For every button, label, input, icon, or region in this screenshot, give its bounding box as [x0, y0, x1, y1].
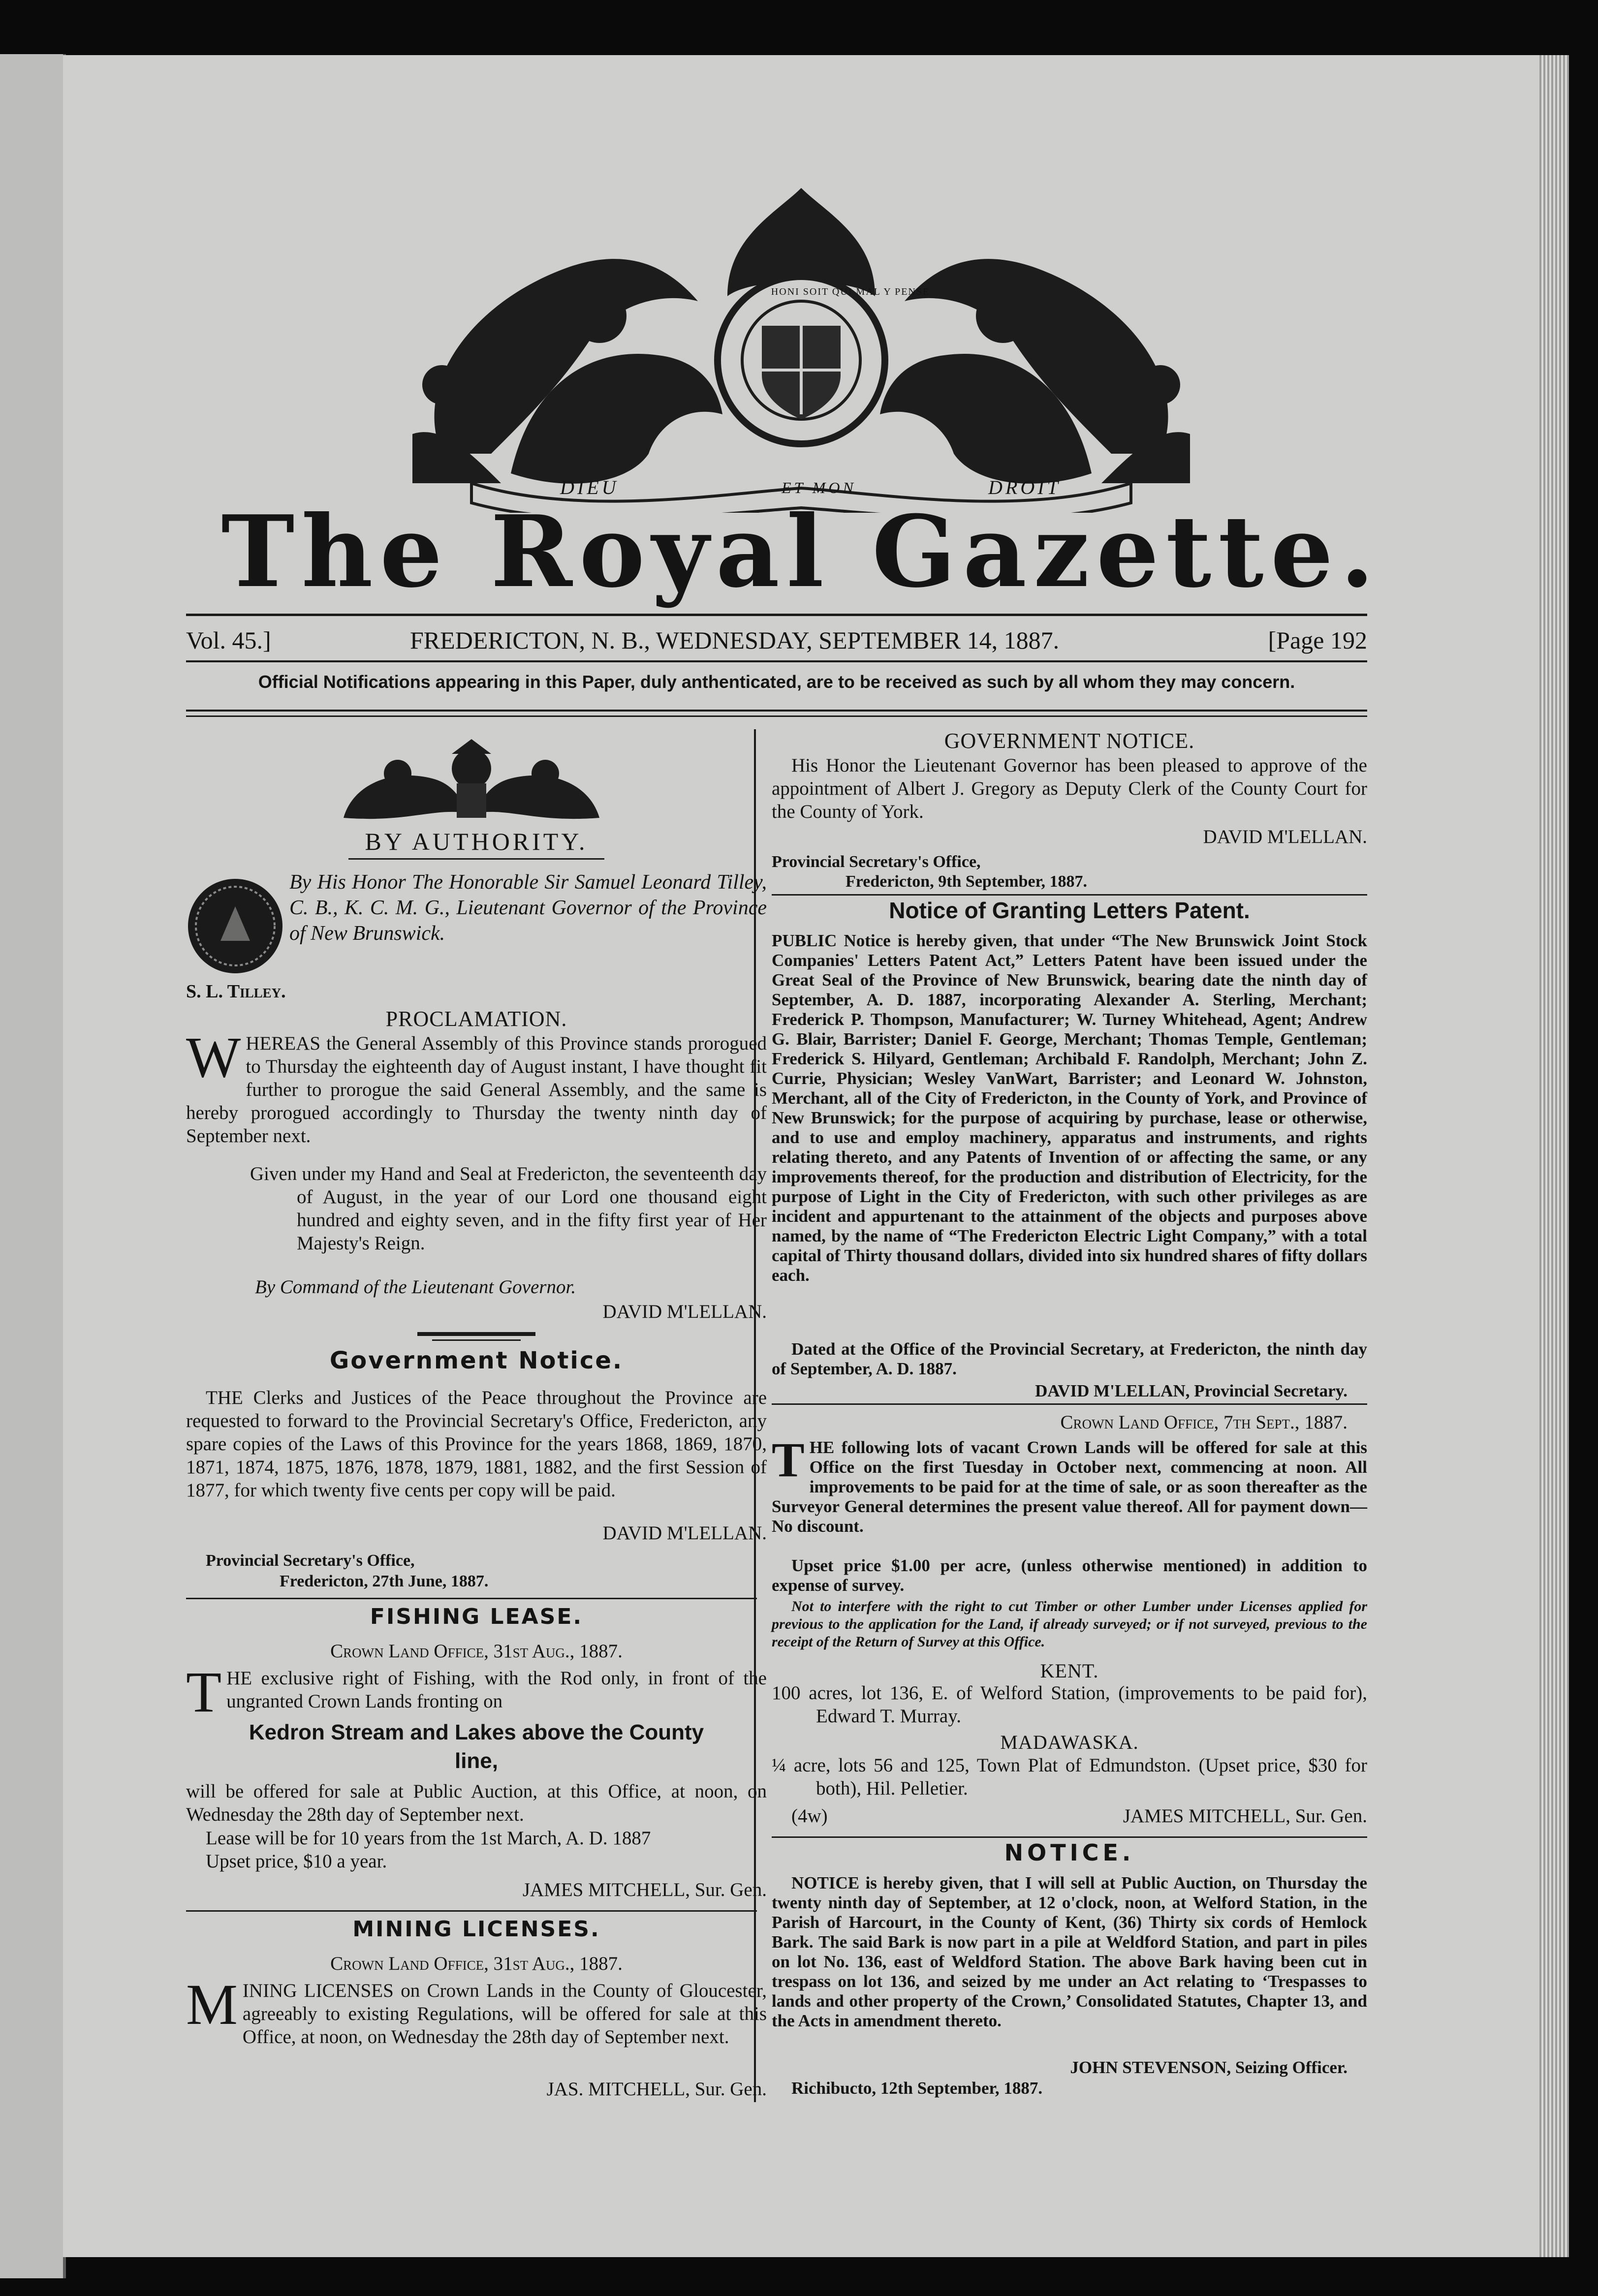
rule-middle: [186, 660, 1367, 662]
notice-body: NOTICE is hereby given, that I will sell at Public Auction, on Thursday the twenty ninth day of September, at 12 o'clock, noon, at Welford Station, in the Parish of Harcourt, in the County of Kent, (36) Thirty six cords of Hemlock Bark. The said Bark is now part in a pile at Weldford Station, and part in piles on lot No. 136, east of Weldford Station. The above Bark having been cut in trespass on lot 136, and seized by me under an Act relating to ‘Trespasses to lands and other property of the Crown,’ Consolidated Statutes, Chapter 13, and the Acts in amendment thereto.: [772, 1873, 1367, 2030]
royal-coat-of-arms-icon: [383, 178, 1220, 513]
masthead-title: The Royal Gazette.: [221, 494, 1381, 610]
rule-double-1: [186, 710, 1367, 712]
section-rule-crown-land: [772, 1403, 1367, 1405]
provincial-secretary-office-1: Provincial Secretary's Office,: [206, 1551, 415, 1570]
mining-licenses-heading: MINING LICENSES.: [352, 1917, 600, 1942]
page-number: [Page 192: [1268, 626, 1367, 654]
james-mitchell-signature-2: JAMES MITCHELL, Sur. Gen.: [1123, 1805, 1367, 1827]
fishing-lease-heading: FISHING LEASE.: [370, 1604, 583, 1629]
mining-crown-land-office: Crown Land Office, 31st Aug., 1887.: [330, 1953, 623, 1974]
david-mlellan-signature-2: DAVID M'LELLAN.: [602, 1522, 767, 1544]
crown-land-timber-clause: Not to interfere with the right to cut Timber or other Lumber under Licenses applied for previous to the application for the Land, if already surveyed; or if not surveyed, previous to the receipt of the Return of Survey at this Office.: [772, 1598, 1367, 1650]
fishing-upset-price: Upset price, $10 a year.: [206, 1851, 387, 1872]
madawaska-lot: ¼ acre, lots 56 and 125, Town Plat of Edmundston. (Upset price, $30 for both), Hil. Pelletier.: [772, 1755, 1367, 1799]
crown-land-body: [772, 1432, 1367, 1536]
section-rule-fishing: [186, 1598, 757, 1599]
section-rule-patent: [772, 894, 1367, 896]
john-stevenson-signature: JOHN STEVENSON, Seizing Officer.: [1070, 2058, 1347, 2077]
kedron-stream-heading: Kedron Stream and Lakes above the County line,: [249, 1720, 704, 1773]
notice-heading: NOTICE.: [1004, 1839, 1135, 1866]
provincial-secretary-date-2: Fredericton, 9th September, 1887.: [846, 872, 1088, 891]
fishing-text: HE exclusive right of Fishing, with the Rod only, in front of the ungranted Crown Lands fronting on: [226, 1668, 767, 1712]
ornamental-rule-1: [417, 1332, 535, 1336]
fishing-dropcap: T: [186, 1660, 222, 1724]
crown-land-dropcap: T: [772, 1432, 805, 1487]
proclamation-dropcap: W: [186, 1025, 241, 1089]
james-mitchell-signature-1: JAMES MITCHELL, Sur. Gen.: [522, 1879, 767, 1900]
fishing-lease-auction: will be offered for sale at Public Auction, at this Office, at noon, on Wednesday the 28th day of September next.: [186, 1781, 767, 1825]
david-mlellan-signature-1: DAVID M'LELLAN.: [602, 1301, 767, 1322]
given-under-text: Given under my Hand and Seal at Fredericton, the seventeenth day of August, in the year of our Lord one thousand eight hundred and eighty seven, and in the fifty first year of Her Majesty's Reign.: [250, 1163, 767, 1254]
section-rule-mining: [186, 1910, 757, 1912]
crown-land-office-sept: Crown Land Office, 7th Sept., 1887.: [1060, 1412, 1347, 1433]
fishing-lease-term: Lease will be for 10 years from the 1st March, A. D. 1887: [206, 1828, 651, 1849]
four-weeks-marker: (4w): [791, 1805, 828, 1827]
gazette-page: [63, 55, 1539, 2257]
by-his-honor-text: By His Honor The Honorable Sir Samuel Leonard Tilley, C. B., K. C. M. G., Lieutenant Governor of the Province of New Brunswick.: [289, 871, 767, 945]
mining-licenses-body: [186, 1972, 767, 2048]
by-command-text: By Command of the Lieutenant Governor.: [255, 1276, 576, 1298]
government-notice-2-heading: GOVERNMENT NOTICE.: [944, 729, 1195, 753]
jas-mitchell-signature: JAS. MITCHELL, Sur. Gen.: [546, 2079, 767, 2100]
proclamation-heading: PROCLAMATION.: [385, 1007, 567, 1031]
david-mlellan-signature-4: DAVID M'LELLAN, Provincial Secretary.: [1035, 1381, 1347, 1400]
by-authority-rule: [348, 858, 604, 860]
motto-dieu: DIEU: [560, 476, 619, 498]
david-mlellan-signature-3: DAVID M'LELLAN.: [1203, 826, 1367, 847]
section-rule-notice: [772, 1836, 1367, 1838]
proclamation-body: [186, 1025, 767, 1148]
letters-patent-body: PUBLIC Notice is hereby given, that under “The New Brunswick Joint Stock Companies' Letters Patent Act,” Letters Patent have been issued under the Great Seal of the Province of New Brunswick, bearing date the ninth day of September, A. D. 1887, incorporating Alexander A. Sterling, Merchant; Frederick P. Thompson, Manufacturer; W. Turney Whitehead, Agent; Andrew G. Blair, Barrister; Daniel F. George, Merchant; Thomas Temple, Gentleman; Frederick S. Hilyard, Gentleman; Archibald F. Randolph, Merchant; John Z. Currie, Physician; Wesley VanWart, Barrister; and Leonard W. Johnston, Merchant, all of the City of Fredericton, in the County of York, and Province of New Brunswick; for the purpose of acquiring by purchase, lease or otherwise, and to use and employ machinery, apparatus and instruments, and rights relating thereto, and any Patents of Invention of or affecting the same, or any improvements thereof, for the production and distribution of Electricity, for the purpose of Light in the City of Fredericton, with such other privileges as are incident and appurtenant to the attainment of the objects and purposes above named, by the name of “The Fredericton Electric Light Company,” with a total capital of Thirty thousand dollars, divided into six hundred shares of fifty dollars each.: [772, 931, 1367, 1285]
lieutenant-governor-seal-icon: [186, 877, 284, 975]
motto-et-mon: ET MON: [782, 479, 856, 496]
madawaska-heading: MADAWASKA.: [1000, 1731, 1139, 1753]
fishing-crown-land-office: Crown Land Office, 31st Aug., 1887.: [330, 1641, 623, 1662]
government-notice-2-body: His Honor the Lieutenant Governor has been pleased to approve of the appointment of Albert J. Gregory as Deputy Clerk of the County Court for the County of York.: [772, 755, 1367, 822]
government-notice-body: THE Clerks and Justices of the Peace throughout the Province are requested to forward to the Provincial Secretary's Office, Fredericton, any spare copies of the Laws of this Province for the years 1868, 1869, 1870, 1871, 1874, 1875, 1876, 1878, 1879, 1881, 1882, and the first Session of 1877, for which twenty five cents per copy will be paid.: [186, 1387, 767, 1501]
rule-double-2: [186, 715, 1367, 717]
proclamation-text: HEREAS the General Assembly of this Province stands prorogued to Thursday the eighteenth day of August instant, I have thought fit further to prorogue the said General Assembly, and the same is hereby prorogued accordingly to Thursday the twenty ninth day of September next.: [186, 1033, 767, 1147]
garter-motto: HONI SOIT QUI MAL Y PENSE: [771, 286, 930, 297]
official-notifications-line: Official Notifications appearing in this Paper, duly anthenticated, are to be received as such by all whom they may concern.: [258, 672, 1295, 692]
provincial-secretary-office-2: Provincial Secretary's Office,: [772, 853, 981, 871]
sl-tilley-signature: S. L. Tilley.: [186, 981, 286, 1002]
volume-number: Vol. 45.]: [186, 626, 271, 654]
motto-droit: DROIT: [988, 476, 1061, 498]
letters-patent-dated: Dated at the Office of the Provincial Secretary, at Fredericton, the ninth day of September, A. D. 1887.: [772, 1339, 1367, 1378]
mining-text: INING LICENSES on Crown Lands in the County of Gloucester, agreeably to existing Regulations, will be offered for sale at this Office, at noon, on Wednesday the 28th day of September next.: [242, 1980, 767, 2048]
kent-lot: 100 acres, lot 136, E. of Welford Station, (improvements to be paid for), Edward T. Murray.: [772, 1682, 1367, 1727]
government-notice-heading: Government Notice.: [329, 1347, 624, 1374]
provincial-secretary-date-1: Fredericton, 27th June, 1887.: [280, 1572, 489, 1590]
stacked-page-edges: [1539, 55, 1569, 2257]
richibucto-date: Richibucto, 12th September, 1887.: [791, 2079, 1043, 2098]
fishing-lease-body: [186, 1660, 767, 1724]
ornamental-rule-2: [432, 1339, 521, 1341]
small-royal-arms-icon: [334, 739, 609, 828]
letters-patent-heading: Notice of Granting Letters Patent.: [889, 898, 1250, 923]
place-and-date: FREDERICTON, N. B., WEDNESDAY, SEPTEMBER 14, 1887.: [410, 626, 1060, 654]
crown-land-text: HE following lots of vacant Crown Lands will be offered for sale at this Office on the first Tuesday in October next, commencing at noon. All improvements to be paid for at the time of sale, or as soon thereafter as the Surveyor General determines the present value thereof. All for payment down—No discount.: [772, 1438, 1367, 1536]
facing-page-edge: [0, 54, 66, 2278]
mining-dropcap: M: [186, 1972, 238, 2037]
by-authority-heading: BY AUTHORITY.: [365, 828, 588, 855]
rule-top: [186, 614, 1367, 616]
kent-heading: KENT.: [1040, 1660, 1099, 1682]
crown-land-upset-price: Upset price $1.00 per acre, (unless otherwise mentioned) in addition to expense of survey.: [772, 1556, 1367, 1595]
dateline: [186, 621, 1367, 665]
